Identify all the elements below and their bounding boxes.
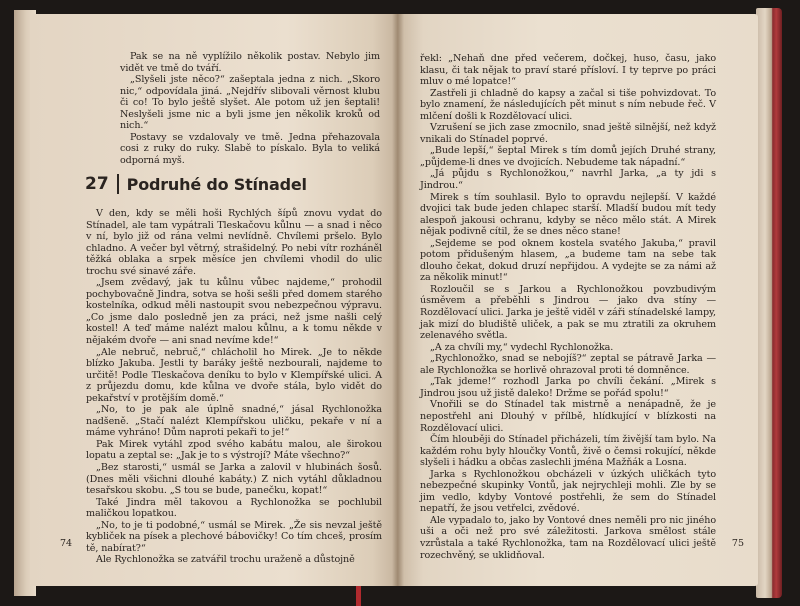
paragraph: „Bez starosti,“ usmál se Jarka a zalovil v hlubinách šosů. (Dnes měli všichni dlouhé kabáty.) Z nich vytáhl důkladnou tesařskou skobu. „S tou se bude, panečku, kopat!“: [86, 462, 382, 497]
paragraph: „Slyšeli jste něco?“ zašeptala jedna z nich. „Skoro nic,“ odpovídala jiná. „Nejdřív slibovali věrnost klubu či co! To bylo ještě slyšet. Ale potom už jen šeptali! Neslyšeli jsme nic a byli jsme jen několik kroků od nich.“: [120, 74, 380, 132]
paragraph: Pak se na ně vyplížilo několik postav. Nebylo jim vidět ve tmě do tváří.: [120, 51, 380, 74]
paragraph: „Sejdeme se pod oknem kostela svatého Jakuba,“ pravil potom přidušeným hlasem, „a budeme tam na sebe tak dlouho čekat, dokud druzí nepřijdou. A vydejte se za námi až za několik minut!“: [420, 237, 716, 284]
paragraph: Postavy se vzdalovaly ve tmě. Jedna přehazovala cosi z ruky do ruky. Slabě to pískalo. Byla to veliká odporná myš.: [120, 131, 380, 166]
paragraph: Pak Mirek vytáhl zpod svého kabátu malou, ale širokou lopatu a zeptal se: „Jak je to s výstrojí? Máte všechno?“: [86, 438, 382, 462]
chapter-heading: [85, 171, 325, 197]
right-page: [398, 14, 758, 586]
paragraph: „Jsem zvědavý, jak tu kůlnu vůbec najdeme,“ prohodil pochybovačně Jindra, sotva se hoši sešli před domem starého kostelníka, odkud měli nastoupit svou nebezpečnou výpravu. „Co jsme dalo posledně jen za práci, než jsme našli celý kostel! A teď máme nalézt malou kůlnu, a k tomu někde v nějakém dvoře — ani snad nevíme kde!“: [86, 277, 382, 347]
left-top-text: [120, 51, 380, 166]
paragraph: Vzrušení se jich zase zmocnilo, snad ještě silnější, než když vnikali do Stínadel poprvé.: [420, 122, 716, 145]
paragraph: „Tak jdeme!“ rozhodl Jarka po chvíli čekání. „Mirek s Jindrou jsou už jistě daleko! Držme se pořád spolu!“: [420, 376, 716, 399]
book-cover-edge: [756, 8, 782, 598]
paragraph: Mirek s tím souhlasil. Bylo to opravdu nejlepší. V každé dvojici tak bude jeden chlapec starší. Mladší budou mít tedy alespoň jakousi ochranu, kdyby se něco mělo stát. A Mirek nějak podivně cítil, že se dnes něco stane!: [420, 191, 716, 238]
paragraph: Ale Rychlonožka se zatvářil trochu uraženě a důstojně: [96, 554, 355, 566]
paragraph: Zastřeli ji chladně do kapsy a začal si tiše pohvizdovat. To bylo znamení, že následujících pět minut s ním nebude řeč. V mlčení došli k Rozdělovací ulici.: [420, 87, 716, 122]
paragraph: „Rychlonožko, snad se nebojíš?“ zeptal se pátravě Jarka — ale Rychlonožka se horlivě ohrazoval proti té domněnce.: [420, 353, 716, 376]
paragraph: „No, to je ti podobné,“ usmál se Mirek. „Že sis nevzal ještě kybliček na písek a plechové bábovičky! Co tím chceš, prosím tě, nabírat?“: [86, 519, 382, 554]
left-page: [30, 14, 398, 586]
paragraph: řekl: „Nehaň dne před večerem, dočkej, huso, času, jako klasu, či tak nějak to praví staré přísloví. I ty teprve po práci mluv o mé lopatce!“: [420, 53, 716, 88]
paragraph: Rozloučil se s Jarkou a Rychlonožkou povzbudivým úsměvem a přeběhli s Jindrou — jako dva stíny — Rozdělovací ulici. Jarka je ještě viděl v záři stínadelské lampy, jak mizí do bludiště uliček, a pak se mu ztratili za okruhem zelenavého světla.: [420, 283, 716, 342]
paragraph: Vnořili se do Stínadel tak mistrně a nenápadně, že je nepostřehl ani Dlouhý v přílbě, hlídkující v blízkosti na Rozdělovací ulici.: [420, 399, 716, 434]
paragraph: V den, kdy se měli hoši Rychlých šípů znovu vydat do Stínadel, ale tam vypátrali Tleskačovu kůlnu — a snad i něco v ní, bylo již od rána velmi nevlídně. Chvílemi pršelo. Bylo chladno. A večer byl větrný, strašidelný. Po nebi vítr rozháněl těžká oblaka a srpek měsíce jen chvílemi vhodil do ulic trochu své sinavé záře.: [86, 208, 382, 277]
paragraph: „Já půjdu s Rychlonožkou,“ navrhl Jarka, „a ty jdi s Jindrou.“: [420, 168, 716, 192]
chapter-title: Podruhé do Stínadel: [126, 174, 307, 194]
page-number-left: 74: [60, 538, 73, 549]
paragraph: „Ale nebruč, nebruč,“ chlácholil ho Mirek. „Je to někde blízko Jakuba. Jestli ty baráky ještě nezbourali, najdeme to určitě! Podle Tleskačova deníku to bylo v Klempířské ulici. A z průjezdu domu, kde kůlna ve dvoře stála, bylo vidět do pekařství v protějším domě.“: [86, 346, 382, 404]
chapter-divider: [117, 174, 119, 194]
paragraph: Čím hlouběji do Stínadel přicházeli, tím živější tam bylo. Na každém rohu byly hloučky Vontů, živě o čemsi rokující, někde slyšeli i hádku a občas zaslechli jména Mažňák a Losna.: [420, 434, 716, 469]
page-number-right: 75: [731, 538, 744, 549]
book-gutter: [392, 14, 404, 586]
paragraph: „No, to je pak ale úplně snadné,“ jásal Rychlonožka nadšeně. „Stačí nalézt Klempířskou uličku, pekaře v ní a máme vyhráno! Dům naproti pekaři to je!“: [86, 404, 382, 439]
paragraph: Jarka s Rychlonožkou obcházeli v úzkých uličkách tyto nebezpečné skupinky Vontů, jak nejrychleji mohli. Zle by se jim vedlo, kdyby Vontové postřehli, že sem do Stínadel nepatří, že jsou vetřelci, zvědové.: [420, 468, 716, 515]
right-main-text: [420, 53, 716, 561]
paragraph: „Bude lepší,“ šeptal Mirek s tím domů jejích Druhé strany, „půjdeme-li dnes ve dvojicích. Nebudeme tak nápadní.“: [420, 145, 716, 168]
paragraph: Také Jindra měl takovou a Rychlonožka se pochlubil maličkou lopatkou.: [86, 496, 382, 520]
left-main-text: [86, 208, 382, 566]
bookmark-ribbon: [356, 586, 361, 606]
chapter-number: 27: [85, 174, 109, 194]
paragraph: „A za chvíli my,“ vydechl Rychlonožka.: [430, 341, 614, 353]
paragraph: Ale vypadalo to, jako by Vontové dnes neměli pro nic jiného uši a oči než pro své záležitosti. Jarkova smělost stále vzrůstala a také Rychlonožka, tam na Rozdělovací ulici ještě rozechvěný, se uklidňoval.: [420, 514, 716, 561]
